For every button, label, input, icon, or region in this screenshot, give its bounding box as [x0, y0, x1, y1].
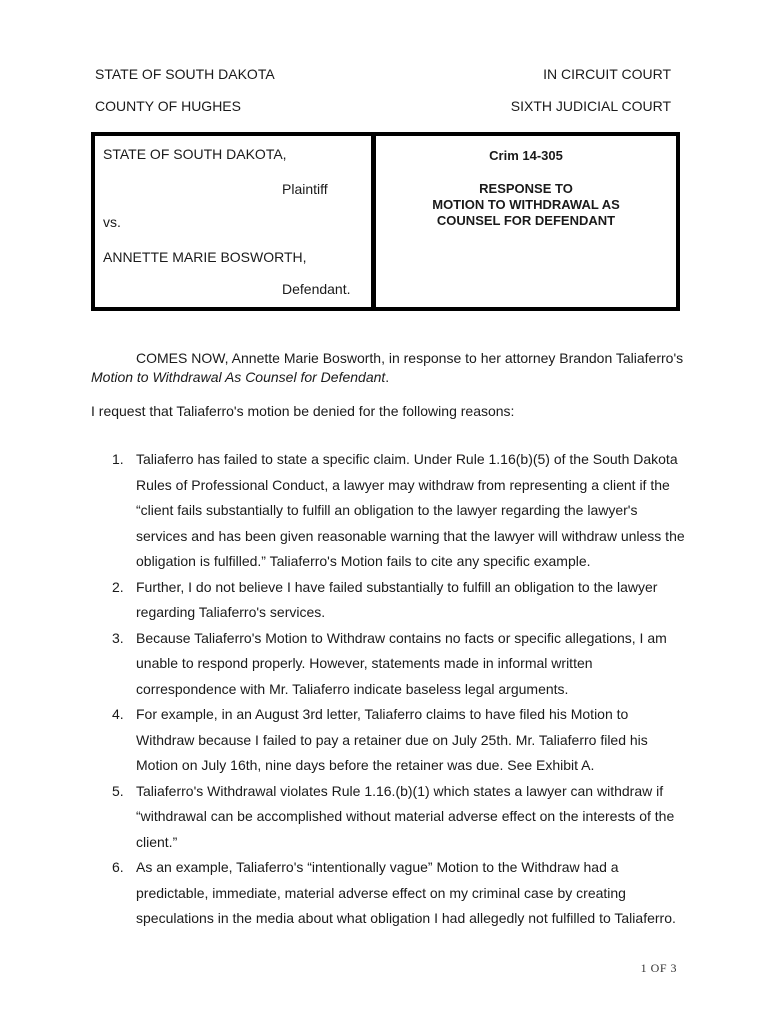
- list-number: 4.: [112, 706, 124, 722]
- request-statement: I request that Taliaferro's motion be denied for the following reasons:: [91, 403, 515, 419]
- list-item: 4. For example, in an August 3rd letter, Taliaferro claims to have filed his Motion to Withdraw because I failed to pay a retainer due on July 25th. Mr. Taliaferro filed his Motion on July 16th, nine days before the retainer was due. See Exhibit A.: [91, 702, 691, 779]
- title-line-3: COUNSEL FOR DEFENDANT: [436, 213, 616, 228]
- title-line-1: RESPONSE TO: [479, 181, 573, 196]
- list-item: 3. Because Taliaferro's Motion to Withdraw contains no facts or specific allegations, I am unable to respond properly. However, statements made in informal written correspondence with Mr. Taliaferro indicate baseless legal arguments.: [91, 626, 691, 703]
- court-header-row-1: [95, 66, 671, 86]
- plaintiff-role: Plaintiff: [282, 181, 328, 197]
- intro-line-1: COMES NOW, Annette Marie Bosworth, in response to her attorney Brandon Taliaferro's: [136, 350, 684, 366]
- reasons-list: [91, 447, 691, 932]
- case-caption-box: [91, 132, 680, 311]
- state-heading: STATE OF SOUTH DAKOTA: [95, 66, 275, 82]
- case-number: Crim 14-305: [489, 148, 563, 163]
- circuit-heading: SIXTH JUDICIAL COURT: [510, 98, 671, 114]
- list-item: 1. Taliaferro has failed to state a specific claim. Under Rule 1.16(b)(5) of the South Dakota Rules of Professional Conduct, a lawyer may withdraw from representing a client if the “client fails substantially to fulfill an obligation to the lawyer regarding the lawyer's services and has been given reasonable warning that the lawyer will withdraw unless the obligation is fulfilled.” Taliaferro's Motion fails to cite any specific example.: [91, 447, 691, 575]
- court-heading: IN CIRCUIT COURT: [543, 66, 671, 82]
- court-header-row-2: [95, 98, 671, 118]
- list-item: 5. Taliaferro's Withdrawal violates Rule 1.16.(b)(1) which states a lawyer can withdraw if “withdrawal can be accomplished without material adverse effect on the interests of the client.”: [91, 779, 691, 856]
- list-number: 6.: [112, 859, 124, 875]
- defendant-role: Defendant.: [282, 281, 351, 297]
- title-line-2: MOTION TO WITHDRAWAL AS: [432, 197, 620, 212]
- county-heading: COUNTY OF HUGHES: [95, 98, 241, 114]
- defendant-name: ANNETTE MARIE BOSWORTH,: [103, 249, 307, 265]
- list-item: 6. As an example, Taliaferro's “intentionally vague” Motion to the Withdraw had a predictable, immediate, material adverse effect on my criminal case by creating speculations in the media about what obligation I had allegedly not fulfilled to Taliaferro.: [91, 855, 691, 932]
- list-item: 2. Further, I do not believe I have failed substantially to fulfill an obligation to the lawyer regarding Taliaferro's services.: [91, 575, 691, 626]
- list-number: 5.: [112, 782, 124, 799]
- versus-label: vs.: [103, 214, 121, 230]
- page-number: 1 OF 3: [640, 961, 677, 975]
- intro-line-2: Motion to Withdrawal As Counsel for Defendant.: [91, 369, 390, 385]
- document-title: [376, 181, 676, 229]
- list-number: 1.: [112, 451, 124, 467]
- list-number: 3.: [112, 629, 124, 646]
- plaintiff-name: STATE OF SOUTH DAKOTA,: [103, 146, 287, 162]
- list-number: 2.: [112, 578, 124, 595]
- motion-title-italic: Motion to Withdrawal As Counsel for Defendant: [91, 369, 386, 385]
